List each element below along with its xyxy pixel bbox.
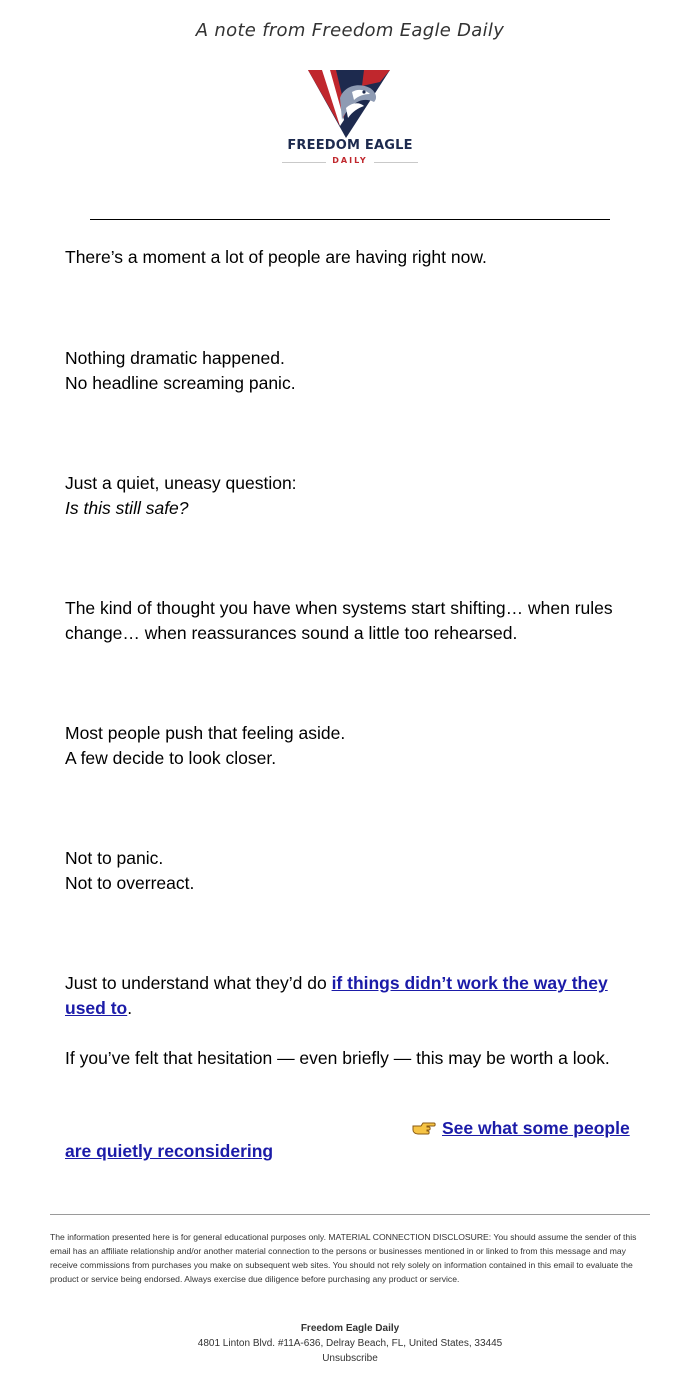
eagle-triangle-logo-icon: [306, 68, 394, 140]
logo-subline: [282, 156, 418, 168]
paragraph-3-question: [65, 496, 645, 521]
paragraph-4: The kind of thought you have when systems start shifting… when rules change… when reassurances sound a little too rehearsed.: [65, 598, 613, 643]
logo-wordmark: FREEDOM EAGLE: [287, 138, 413, 153]
newsletter-tagline: A note from Freedom Eagle Daily: [195, 20, 505, 41]
cta-line-2: [65, 1139, 273, 1164]
question-italic: Is this still safe?: [65, 498, 189, 518]
logo-subtitle: DAILY: [332, 156, 368, 165]
paragraph-7-text: Just to understand what they’d do: [65, 973, 332, 993]
paragraph-3: [65, 471, 645, 521]
paragraph-3-line-1: Just a quiet, uneasy question:: [65, 473, 297, 493]
paragraph-5-line-2: A few decide to look closer.: [65, 748, 277, 768]
paragraph-5: [65, 721, 645, 771]
paragraph-8: If you’ve felt that hesitation — even briefly — this may be worth a look.: [65, 1048, 610, 1068]
footer-contact: [0, 1321, 700, 1366]
disclaimer-text: The information presented here is for general educational purposes only. MATERIAL CONNECTION DISCLOSURE: You should assume the sender of this email has an affiliate relationship and/or another material connection to the persons or businesses mentioned in or linked to from this message and may receive commissions from purchases you make on subsequent web sites. You should not rely solely on information contained in this email to evaluate the product or service being endorsed. Always exercise due diligence before purchasing any product or service.: [50, 1232, 637, 1284]
paragraph-7: [65, 971, 640, 1021]
paragraph-2-line-2: No headline screaming panic.: [65, 373, 296, 393]
pointing-hand-icon: [412, 1119, 436, 1137]
paragraph-1: There’s a moment a lot of people are having right now.: [65, 247, 487, 267]
paragraph-6-line-2: Not to overreact.: [65, 873, 195, 893]
cta-link-part-2[interactable]: are quietly reconsidering: [65, 1141, 274, 1161]
paragraph-5-line-1: Most people push that feeling aside.: [65, 723, 346, 743]
company-name: Freedom Eagle Daily: [300, 1323, 400, 1334]
freedom-eagle-logo[interactable]: [282, 68, 418, 168]
company-address: 4801 Linton Blvd. #11A-636, Delray Beach, FL, United States, 33445: [197, 1338, 503, 1349]
paragraph-2-line-1: Nothing dramatic happened.: [65, 348, 285, 368]
footer-divider: [50, 1214, 650, 1215]
paragraph-6-line-1: Not to panic.: [65, 848, 164, 868]
cta-link-part-1[interactable]: See what some people: [442, 1118, 630, 1138]
paragraph-2: [65, 346, 645, 396]
unsubscribe-link[interactable]: Unsubscribe: [322, 1353, 378, 1364]
logo-divider-right: [374, 162, 418, 163]
inline-offer-link[interactable]: if things didn’t work the way they used to: [65, 973, 608, 1018]
cta-line-1: [412, 1116, 630, 1141]
paragraph-6: [65, 846, 645, 896]
header-divider: [90, 219, 610, 220]
paragraph-7-end: .: [127, 998, 133, 1018]
